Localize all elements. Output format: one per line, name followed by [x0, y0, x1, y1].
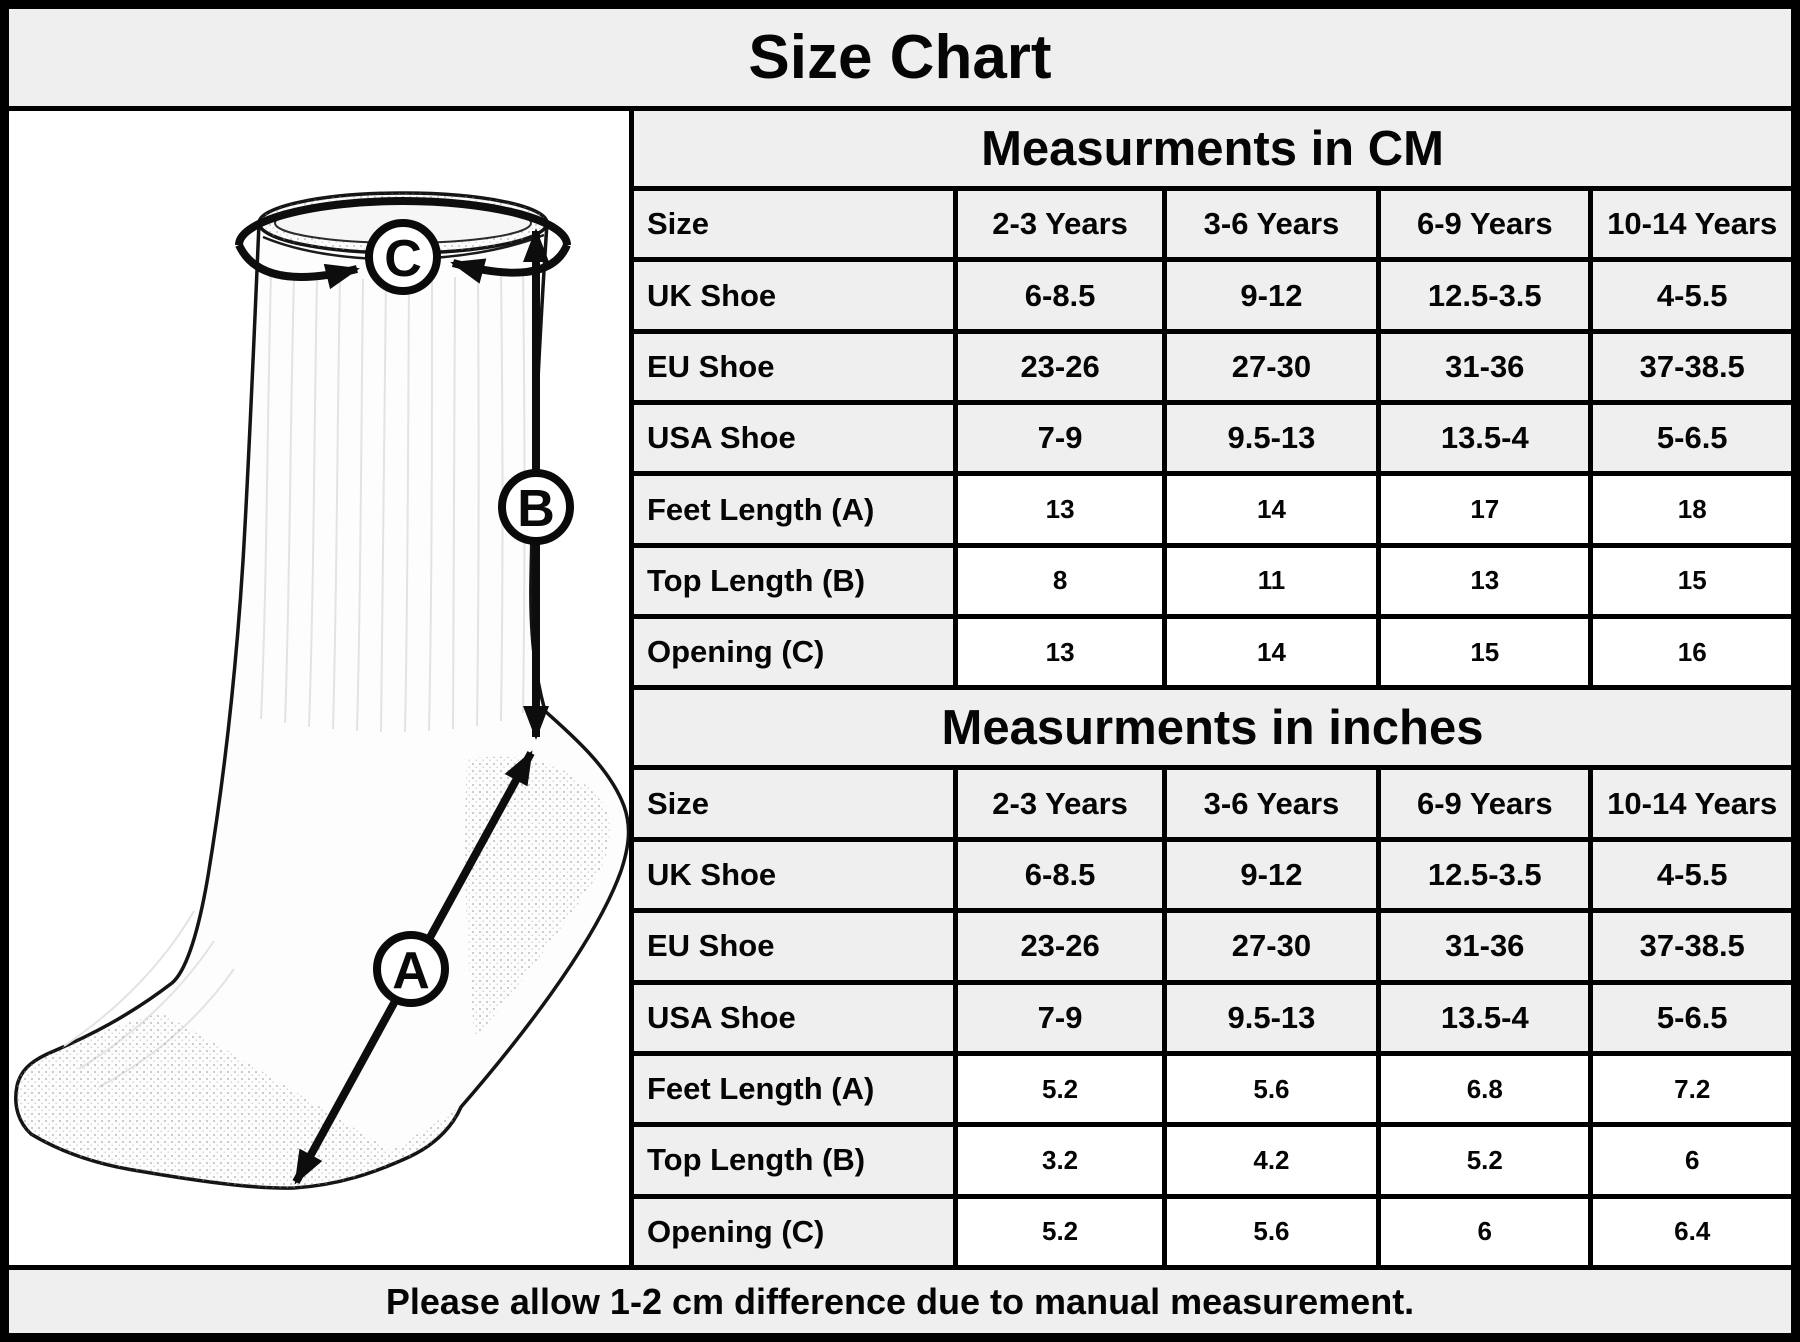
- measurement-value-cm: 31-36: [1381, 334, 1588, 400]
- sock-measurement-illustration: [9, 111, 629, 1265]
- label-a-text: A: [392, 942, 430, 1000]
- label-b-badge: [502, 473, 570, 541]
- column-header-inches: 10-14 Years: [1593, 770, 1791, 836]
- measurement-value-cm: 13: [958, 619, 1161, 685]
- measurement-value-cm: 14: [1167, 476, 1376, 542]
- measurement-value-cm: 14: [1167, 619, 1376, 685]
- measurement-value-cm: 12.5-3.5: [1381, 262, 1588, 328]
- measurement-value-cm: 13: [1381, 548, 1588, 614]
- measurement-value-inches: 37-38.5: [1593, 913, 1791, 979]
- size-tables-grid: [634, 111, 1791, 1265]
- column-header-size-inches: Size: [634, 770, 953, 836]
- measurement-value-inches: 9-12: [1167, 842, 1376, 908]
- measurement-value-cm: 15: [1381, 619, 1588, 685]
- content-area: [9, 111, 1791, 1265]
- row-label-inches: EU Shoe: [634, 913, 953, 979]
- row-label-inches: USA Shoe: [634, 985, 953, 1051]
- measurement-value-inches: 6: [1381, 1199, 1588, 1265]
- title-bar: [9, 9, 1791, 111]
- column-header-cm: 10-14 Years: [1593, 191, 1791, 257]
- row-label-inches: UK Shoe: [634, 842, 953, 908]
- measurement-value-inches: 4.2: [1167, 1127, 1376, 1193]
- measurement-value-cm: 9-12: [1167, 262, 1376, 328]
- label-c-text: C: [384, 230, 422, 288]
- table-heading-inches: Measurments in inches: [634, 690, 1791, 765]
- footer-note: Please allow 1-2 cm difference due to manual measurement.: [385, 1280, 1415, 1322]
- measurement-value-inches: 5.2: [958, 1199, 1161, 1265]
- measurement-value-inches: 9.5-13: [1167, 985, 1376, 1051]
- measurement-value-inches: 31-36: [1381, 913, 1588, 979]
- measurement-value-cm: 17: [1381, 476, 1588, 542]
- row-label-cm: UK Shoe: [634, 262, 953, 328]
- row-label-cm: Feet Length (A): [634, 476, 953, 542]
- measurement-value-inches: 5.2: [958, 1056, 1161, 1122]
- measurement-value-inches: 27-30: [1167, 913, 1376, 979]
- measurement-value-inches: 6-8.5: [958, 842, 1161, 908]
- measurement-value-cm: 13.5-4: [1381, 405, 1588, 471]
- measurement-value-inches: 23-26: [958, 913, 1161, 979]
- measurement-tables-panel: [634, 111, 1791, 1265]
- row-label-cm: EU Shoe: [634, 334, 953, 400]
- measurement-value-cm: 5-6.5: [1593, 405, 1791, 471]
- measurement-value-cm: 6-8.5: [958, 262, 1161, 328]
- measurement-value-cm: 4-5.5: [1593, 262, 1791, 328]
- column-header-cm: 3-6 Years: [1167, 191, 1376, 257]
- row-label-inches: Opening (C): [634, 1199, 953, 1265]
- column-header-cm: 2-3 Years: [958, 191, 1161, 257]
- page-title: Size Chart: [748, 23, 1052, 92]
- measurement-value-inches: 6.8: [1381, 1056, 1588, 1122]
- measurement-value-inches: 12.5-3.5: [1381, 842, 1588, 908]
- measurement-value-inches: 7-9: [958, 985, 1161, 1051]
- table-heading-cm: Measurments in CM: [634, 111, 1791, 186]
- footer-note-bar: [9, 1265, 1791, 1333]
- row-label-cm: Top Length (B): [634, 548, 953, 614]
- column-header-inches: 3-6 Years: [1167, 770, 1376, 836]
- measurement-value-inches: 5.6: [1167, 1056, 1376, 1122]
- column-header-cm: 6-9 Years: [1381, 191, 1588, 257]
- measurement-value-inches: 3.2: [958, 1127, 1161, 1193]
- measurement-value-cm: 7-9: [958, 405, 1161, 471]
- column-header-inches: 6-9 Years: [1381, 770, 1588, 836]
- measurement-value-cm: 9.5-13: [1167, 405, 1376, 471]
- label-c-badge: [369, 223, 437, 291]
- column-header-inches: 2-3 Years: [958, 770, 1161, 836]
- measurement-value-inches: 5.6: [1167, 1199, 1376, 1265]
- measurement-value-cm: 11: [1167, 548, 1376, 614]
- measurement-value-inches: 6: [1593, 1127, 1791, 1193]
- measurement-value-inches: 4-5.5: [1593, 842, 1791, 908]
- row-label-inches: Feet Length (A): [634, 1056, 953, 1122]
- column-header-size-cm: Size: [634, 191, 953, 257]
- measurement-value-cm: 8: [958, 548, 1161, 614]
- measurement-value-cm: 16: [1593, 619, 1791, 685]
- measurement-value-inches: 13.5-4: [1381, 985, 1588, 1051]
- row-label-cm: USA Shoe: [634, 405, 953, 471]
- measurement-value-cm: 27-30: [1167, 334, 1376, 400]
- measurement-value-inches: 6.4: [1593, 1199, 1791, 1265]
- measurement-value-cm: 23-26: [958, 334, 1161, 400]
- row-label-inches: Top Length (B): [634, 1127, 953, 1193]
- measurement-value-cm: 13: [958, 476, 1161, 542]
- measurement-value-cm: 37-38.5: [1593, 334, 1791, 400]
- row-label-cm: Opening (C): [634, 619, 953, 685]
- measurement-value-cm: 15: [1593, 548, 1791, 614]
- measurement-value-cm: 18: [1593, 476, 1791, 542]
- measurement-value-inches: 5-6.5: [1593, 985, 1791, 1051]
- sock-diagram-panel: [9, 111, 634, 1265]
- measurement-value-inches: 7.2: [1593, 1056, 1791, 1122]
- label-a-badge: [377, 935, 445, 1003]
- measurement-value-inches: 5.2: [1381, 1127, 1588, 1193]
- label-b-text: B: [517, 480, 555, 538]
